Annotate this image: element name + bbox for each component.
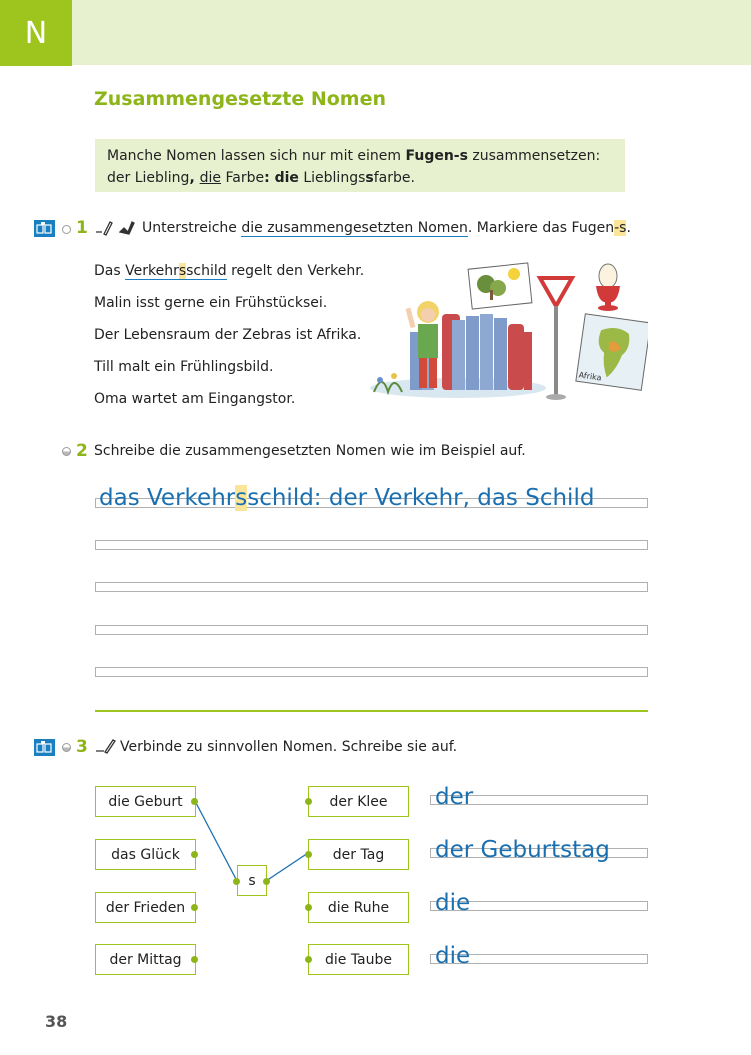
task-2-number: 2 (76, 441, 88, 461)
left-word-box[interactable]: das Glück (95, 839, 196, 870)
connect-dot[interactable] (305, 904, 312, 911)
connect-dot[interactable] (233, 878, 240, 885)
chapter-letter: N (0, 0, 72, 66)
right-word-box[interactable]: der Klee (308, 786, 409, 817)
connect-dot[interactable] (305, 798, 312, 805)
task-3-number: 3 (76, 737, 88, 757)
map-label: Afrika (578, 370, 603, 383)
sentence-5: Oma wartet am Eingangstor. (94, 391, 296, 407)
info-line-2: der Liebling, die Farbe: die Lieblingssfarbe. (107, 170, 415, 186)
left-word-box[interactable]: die Geburt (95, 786, 196, 817)
answer-text-4: die (435, 943, 471, 969)
task-3-instruction: Verbinde zu sinnvollen Nomen. Schreibe sie auf. (120, 739, 458, 755)
connect-dot[interactable] (305, 851, 312, 858)
right-word-box[interactable]: die Taube (308, 944, 409, 975)
connect-dot[interactable] (305, 956, 312, 963)
connect-dot[interactable] (191, 904, 198, 911)
info-line-1: Manche Nomen lassen sich nur mit einem Fugen-s zusammensetzen: (107, 148, 601, 164)
answer-text-2: der Geburtstag (435, 837, 610, 863)
fugen-s-box[interactable]: s (237, 865, 267, 896)
right-word-box[interactable]: der Tag (308, 839, 409, 870)
connect-dot[interactable] (191, 798, 198, 805)
left-word-box[interactable]: der Mittag (95, 944, 196, 975)
page-number: 38 (45, 1012, 68, 1031)
right-word-box[interactable]: die Ruhe (308, 892, 409, 923)
task-2-instruction: Schreibe die zusammengesetzten Nomen wie im Beispiel auf. (94, 443, 526, 459)
page-title: Zusammengesetzte Nomen (94, 88, 387, 110)
sentence-2: Malin isst gerne ein Frühstücksei. (94, 295, 328, 311)
connect-dot[interactable] (263, 878, 270, 885)
sentence-4: Till malt ein Frühlingsbild. (94, 359, 274, 375)
task-1-instruction: Unterstreiche die zusammengesetzten Nomen. Markiere das Fugen-s. (142, 220, 631, 236)
left-word-box[interactable]: der Frieden (95, 892, 196, 923)
task-1-number: 1 (76, 218, 88, 238)
answer-text-3: die (435, 890, 471, 916)
connect-dot[interactable] (191, 851, 198, 858)
sentence-3: Der Lebensraum der Zebras ist Afrika. (94, 327, 362, 343)
connect-dot[interactable] (191, 956, 198, 963)
sentence-1: Das Verkehrsschild regelt den Verkehr. (94, 263, 365, 279)
example-answer: das Verkehrsschild: der Verkehr, das Schild (99, 485, 595, 511)
answer-text-1: der (435, 784, 474, 810)
